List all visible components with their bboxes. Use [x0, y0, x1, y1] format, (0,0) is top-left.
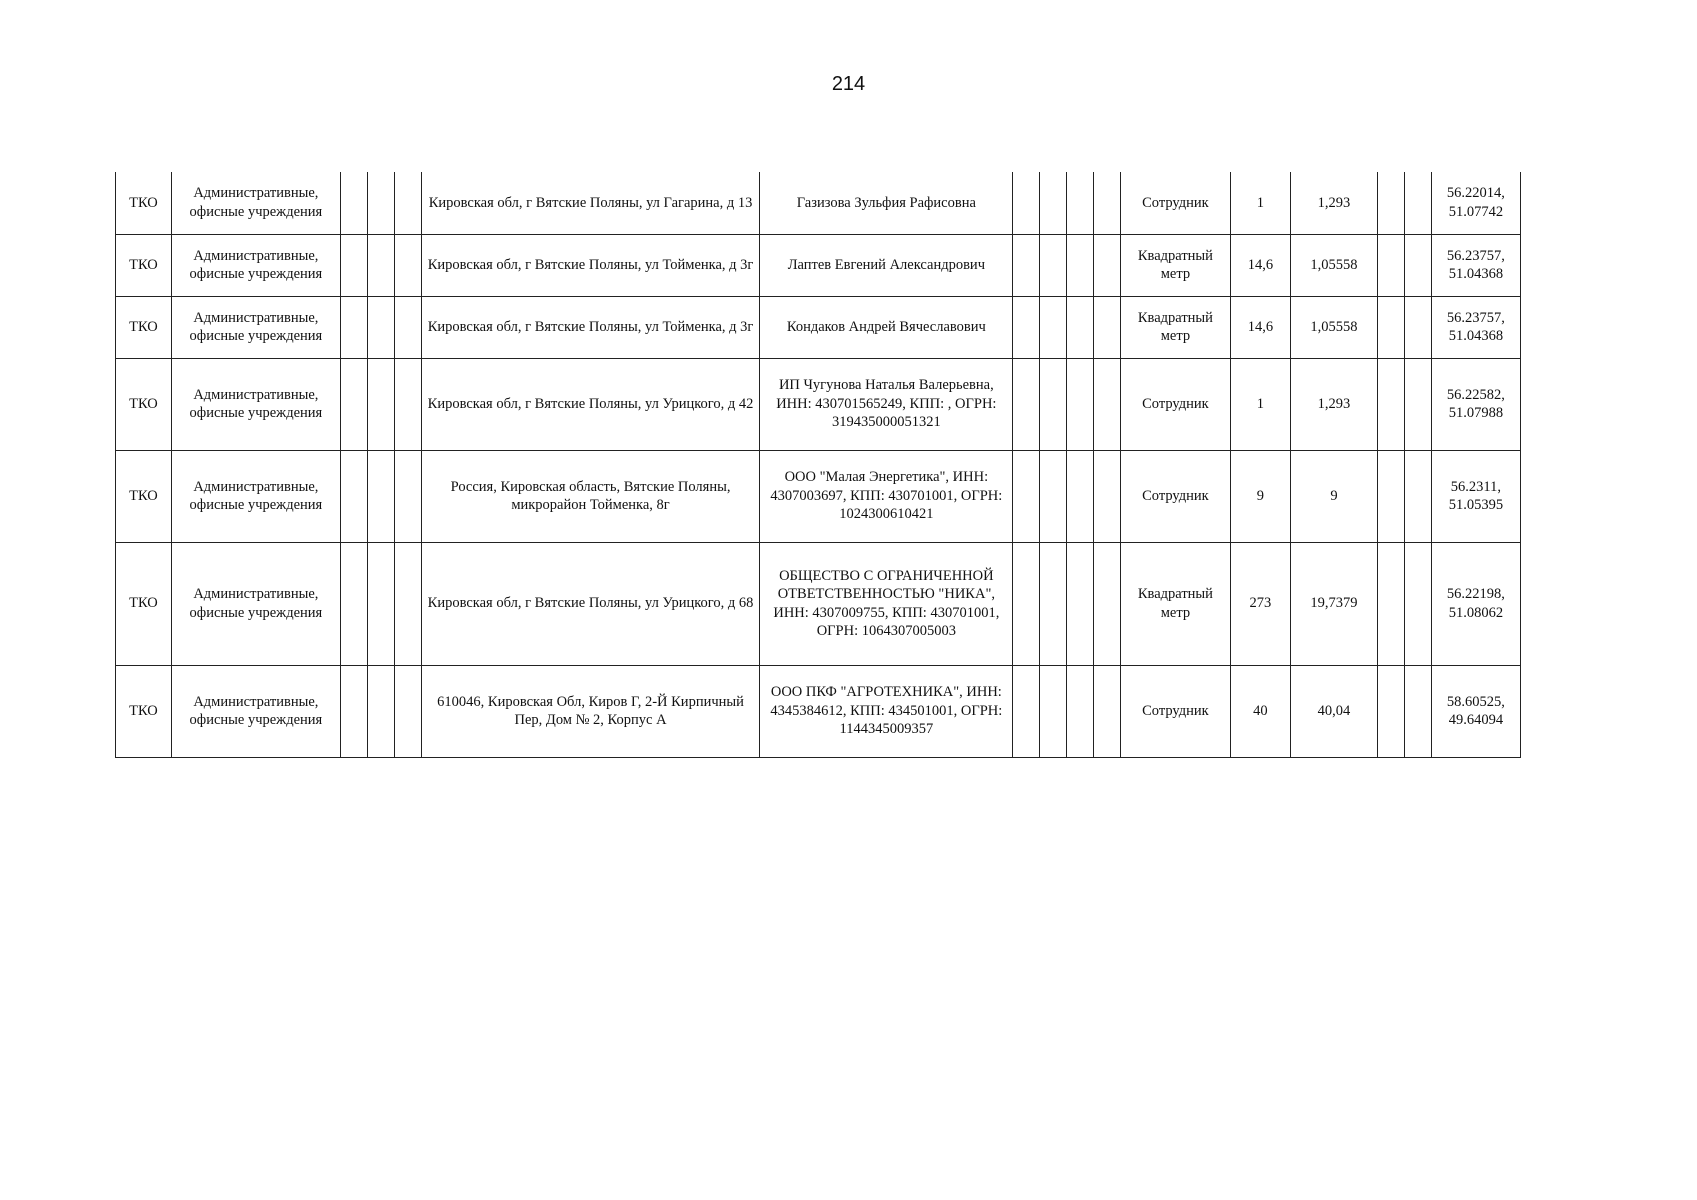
empty-cell: [1013, 358, 1040, 450]
unit-cell: Квадратный метр: [1121, 234, 1231, 296]
owner-cell: ООО "Малая Энергетика", ИНН: 4307003697, КПП: 430701001, ОГРН: 1024300610421: [760, 450, 1013, 542]
empty-cell: [1067, 542, 1094, 665]
empty-cell: [394, 542, 421, 665]
empty-cell: [1404, 296, 1431, 358]
volume-cell: 1,293: [1290, 172, 1377, 234]
empty-cell: [1377, 450, 1404, 542]
quantity-cell: 273: [1230, 542, 1290, 665]
category-cell: Административные, офисные учреждения: [171, 665, 340, 757]
empty-cell: [1040, 450, 1067, 542]
empty-cell: [1094, 665, 1121, 757]
empty-cell: [340, 450, 367, 542]
empty-cell: [340, 234, 367, 296]
empty-cell: [1067, 665, 1094, 757]
empty-cell: [340, 358, 367, 450]
unit-cell: Сотрудник: [1121, 450, 1231, 542]
quantity-cell: 14,6: [1230, 234, 1290, 296]
volume-cell: 40,04: [1290, 665, 1377, 757]
empty-cell: [1404, 358, 1431, 450]
empty-cell: [1013, 542, 1040, 665]
volume-cell: 19,7379: [1290, 542, 1377, 665]
empty-cell: [1377, 296, 1404, 358]
volume-cell: 1,05558: [1290, 234, 1377, 296]
waste-type-cell: ТКО: [116, 665, 172, 757]
category-cell: Административные, офисные учреждения: [171, 358, 340, 450]
empty-cell: [1067, 172, 1094, 234]
quantity-cell: 1: [1230, 358, 1290, 450]
waste-type-cell: ТКО: [116, 358, 172, 450]
empty-cell: [394, 450, 421, 542]
category-cell: Административные, офисные учреждения: [171, 234, 340, 296]
waste-registry-table: [115, 172, 1521, 758]
address-cell: 610046, Кировская Обл, Киров Г, 2-Й Кирпичный Пер, Дом № 2, Корпус А: [421, 665, 760, 757]
empty-cell: [394, 358, 421, 450]
empty-cell: [1067, 358, 1094, 450]
empty-cell: [1377, 234, 1404, 296]
category-cell: Административные, офисные учреждения: [171, 172, 340, 234]
empty-cell: [340, 296, 367, 358]
table-row: [116, 234, 1521, 296]
waste-type-cell: ТКО: [116, 450, 172, 542]
category-cell: Административные, офисные учреждения: [171, 542, 340, 665]
empty-cell: [367, 450, 394, 542]
empty-cell: [1377, 358, 1404, 450]
quantity-cell: 40: [1230, 665, 1290, 757]
empty-cell: [1094, 542, 1121, 665]
empty-cell: [367, 296, 394, 358]
address-cell: Кировская обл, г Вятские Поляны, ул Тойменка, д 3г: [421, 296, 760, 358]
empty-cell: [1013, 450, 1040, 542]
empty-cell: [1040, 234, 1067, 296]
empty-cell: [1067, 296, 1094, 358]
quantity-cell: 14,6: [1230, 296, 1290, 358]
empty-cell: [367, 665, 394, 757]
address-cell: Кировская обл, г Вятские Поляны, ул Гагарина, д 13: [421, 172, 760, 234]
empty-cell: [1377, 172, 1404, 234]
table-row: [116, 665, 1521, 757]
owner-cell: ООО ПКФ "АГРОТЕХНИКА", ИНН: 4345384612, КПП: 434501001, ОГРН: 1144345009357: [760, 665, 1013, 757]
table-row: [116, 296, 1521, 358]
empty-cell: [1404, 542, 1431, 665]
owner-cell: Лаптев Евгений Александрович: [760, 234, 1013, 296]
waste-type-cell: ТКО: [116, 172, 172, 234]
empty-cell: [1040, 296, 1067, 358]
volume-cell: 1,293: [1290, 358, 1377, 450]
empty-cell: [367, 542, 394, 665]
page-number: 214: [831, 73, 866, 95]
table-row: [116, 542, 1521, 665]
address-cell: Россия, Кировская область, Вятские Поляны, микрорайон Тойменка, 8г: [421, 450, 760, 542]
quantity-cell: 1: [1230, 172, 1290, 234]
empty-cell: [1094, 450, 1121, 542]
empty-cell: [340, 542, 367, 665]
table-row: [116, 450, 1521, 542]
unit-cell: Сотрудник: [1121, 172, 1231, 234]
empty-cell: [1094, 358, 1121, 450]
owner-cell: ИП Чугунова Наталья Валерьевна, ИНН: 430701565249, КПП: , ОГРН: 319435000051321: [760, 358, 1013, 450]
empty-cell: [1377, 542, 1404, 665]
owner-cell: Газизова Зульфия Рафисовна: [760, 172, 1013, 234]
empty-cell: [1094, 172, 1121, 234]
empty-cell: [394, 234, 421, 296]
waste-type-cell: ТКО: [116, 296, 172, 358]
empty-cell: [367, 172, 394, 234]
coordinates-cell: 56.2311, 51.05395: [1431, 450, 1520, 542]
empty-cell: [1094, 234, 1121, 296]
unit-cell: Квадратный метр: [1121, 296, 1231, 358]
unit-cell: Сотрудник: [1121, 358, 1231, 450]
address-cell: Кировская обл, г Вятские Поляны, ул Урицкого, д 42: [421, 358, 760, 450]
coordinates-cell: 56.22014, 51.07742: [1431, 172, 1520, 234]
coordinates-cell: 56.23757, 51.04368: [1431, 296, 1520, 358]
empty-cell: [1404, 665, 1431, 757]
empty-cell: [367, 234, 394, 296]
empty-cell: [340, 665, 367, 757]
empty-cell: [1013, 172, 1040, 234]
empty-cell: [1094, 296, 1121, 358]
waste-type-cell: ТКО: [116, 234, 172, 296]
quantity-cell: 9: [1230, 450, 1290, 542]
empty-cell: [1013, 296, 1040, 358]
volume-cell: 1,05558: [1290, 296, 1377, 358]
empty-cell: [394, 296, 421, 358]
empty-cell: [367, 358, 394, 450]
empty-cell: [394, 665, 421, 757]
category-cell: Административные, офисные учреждения: [171, 450, 340, 542]
empty-cell: [1040, 172, 1067, 234]
empty-cell: [340, 172, 367, 234]
empty-cell: [1404, 172, 1431, 234]
empty-cell: [1040, 542, 1067, 665]
address-cell: Кировская обл, г Вятские Поляны, ул Урицкого, д 68: [421, 542, 760, 665]
table-row: [116, 172, 1521, 234]
coordinates-cell: 56.23757, 51.04368: [1431, 234, 1520, 296]
empty-cell: [1067, 234, 1094, 296]
empty-cell: [1013, 234, 1040, 296]
coordinates-cell: 56.22582, 51.07988: [1431, 358, 1520, 450]
empty-cell: [1377, 665, 1404, 757]
unit-cell: Сотрудник: [1121, 665, 1231, 757]
empty-cell: [1040, 358, 1067, 450]
empty-cell: [1040, 665, 1067, 757]
empty-cell: [1067, 450, 1094, 542]
empty-cell: [1404, 234, 1431, 296]
unit-cell: Квадратный метр: [1121, 542, 1231, 665]
category-cell: Административные, офисные учреждения: [171, 296, 340, 358]
volume-cell: 9: [1290, 450, 1377, 542]
address-cell: Кировская обл, г Вятские Поляны, ул Тойменка, д 3г: [421, 234, 760, 296]
waste-type-cell: ТКО: [116, 542, 172, 665]
coordinates-cell: 58.60525, 49.64094: [1431, 665, 1520, 757]
coordinates-cell: 56.22198, 51.08062: [1431, 542, 1520, 665]
empty-cell: [1404, 450, 1431, 542]
table-row: [116, 358, 1521, 450]
empty-cell: [394, 172, 421, 234]
owner-cell: ОБЩЕСТВО С ОГРАНИЧЕННОЙ ОТВЕТСТВЕННОСТЬЮ "НИКА", ИНН: 4307009755, КПП: 430701001, ОГРН: 1064307005003: [760, 542, 1013, 665]
owner-cell: Кондаков Андрей Вячеславович: [760, 296, 1013, 358]
empty-cell: [1013, 665, 1040, 757]
